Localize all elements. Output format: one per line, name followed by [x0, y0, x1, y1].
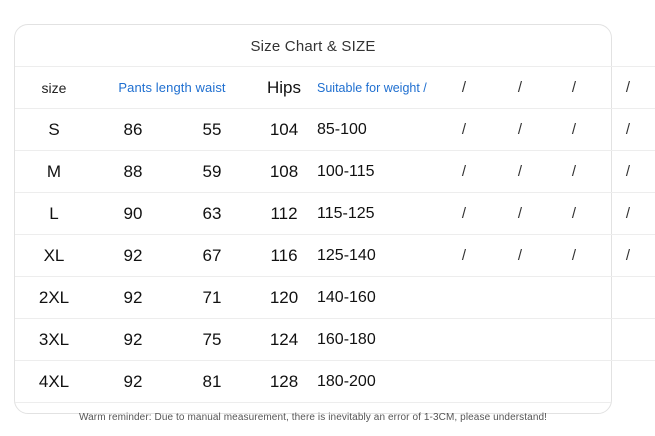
size-chart-table: [15, 66, 655, 402]
cell-slash-2: /: [493, 109, 547, 151]
header-slash-2: /: [493, 67, 547, 109]
cell-slash-2: /: [493, 193, 547, 235]
table-row: [15, 361, 655, 403]
cell-hips: 108: [251, 151, 317, 193]
size-chart-card: [14, 24, 631, 423]
cell-waist: 63: [173, 193, 251, 235]
cell-hips: 128: [251, 361, 317, 403]
table-row: [15, 193, 655, 235]
cell-slash-2: [493, 319, 547, 361]
cell-weight: 115-125: [317, 193, 435, 235]
cell-weight: 180-200: [317, 361, 435, 403]
cell-slash-3: /: [547, 151, 601, 193]
cell-slash-4: [601, 319, 655, 361]
table-row: [15, 235, 655, 277]
table-row: [15, 319, 655, 361]
cell-waist: 59: [173, 151, 251, 193]
cell-pants-length: 92: [93, 235, 173, 277]
cell-slash-3: /: [547, 193, 601, 235]
cell-weight: 100-115: [317, 151, 435, 193]
page-title: Size Chart & SIZE: [250, 38, 376, 55]
cell-slash-3: /: [547, 109, 601, 151]
cell-slash-4: [601, 277, 655, 319]
cell-slash-2: [493, 277, 547, 319]
footnote-text: Warm reminder: Due to manual measurement, there is inevitably an error of 1-3CM, please understand!: [78, 412, 548, 423]
cell-pants-length: 92: [93, 361, 173, 403]
cell-waist: 67: [173, 235, 251, 277]
cell-pants-length: 88: [93, 151, 173, 193]
cell-slash-4: /: [601, 109, 655, 151]
cell-slash-3: [547, 361, 601, 403]
header-size: size: [15, 67, 93, 109]
cell-slash-4: /: [601, 151, 655, 193]
cell-size: 2XL: [15, 277, 93, 319]
cell-waist: 55: [173, 109, 251, 151]
cell-slash-1: /: [435, 193, 493, 235]
cell-slash-2: [493, 361, 547, 403]
cell-slash-4: [601, 361, 655, 403]
table-row: [15, 151, 655, 193]
cell-slash-3: [547, 277, 601, 319]
table-row: [15, 109, 655, 151]
table-row: [15, 277, 655, 319]
cell-size: M: [15, 151, 93, 193]
cell-slash-3: /: [547, 235, 601, 277]
header-slash-3: /: [547, 67, 601, 109]
cell-hips: 116: [251, 235, 317, 277]
cell-slash-4: /: [601, 235, 655, 277]
cell-hips: 104: [251, 109, 317, 151]
cell-slash-3: [547, 319, 601, 361]
cell-slash-2: /: [493, 235, 547, 277]
header-hips: Hips: [251, 67, 317, 109]
cell-slash-1: [435, 277, 493, 319]
header-slash-1: /: [435, 67, 493, 109]
cell-weight: 85-100: [317, 109, 435, 151]
cell-slash-4: /: [601, 193, 655, 235]
cell-slash-1: /: [435, 109, 493, 151]
cell-weight: 140-160: [317, 277, 435, 319]
cell-slash-1: /: [435, 151, 493, 193]
cell-slash-2: /: [493, 151, 547, 193]
cell-pants-length: 92: [93, 319, 173, 361]
cell-waist: 75: [173, 319, 251, 361]
cell-pants-length: 92: [93, 277, 173, 319]
cell-size: S: [15, 109, 93, 151]
cell-hips: 120: [251, 277, 317, 319]
cell-hips: 124: [251, 319, 317, 361]
cell-slash-1: /: [435, 235, 493, 277]
cell-pants-length: 90: [93, 193, 173, 235]
cell-weight: 125-140: [317, 235, 435, 277]
cell-hips: 112: [251, 193, 317, 235]
header-suitable-for-weight: Suitable for weight /: [317, 67, 435, 109]
table-header-row: [15, 67, 655, 109]
cell-waist: 71: [173, 277, 251, 319]
cell-waist: 81: [173, 361, 251, 403]
cell-size: XL: [15, 235, 93, 277]
cell-size: 4XL: [15, 361, 93, 403]
cell-pants-length: 86: [93, 109, 173, 151]
cell-size: L: [15, 193, 93, 235]
cell-slash-1: [435, 361, 493, 403]
header-pants-length-waist: Pants length waist: [93, 67, 251, 109]
cell-size: 3XL: [15, 319, 93, 361]
cell-weight: 160-180: [317, 319, 435, 361]
header-slash-4: /: [601, 67, 655, 109]
cell-slash-1: [435, 319, 493, 361]
